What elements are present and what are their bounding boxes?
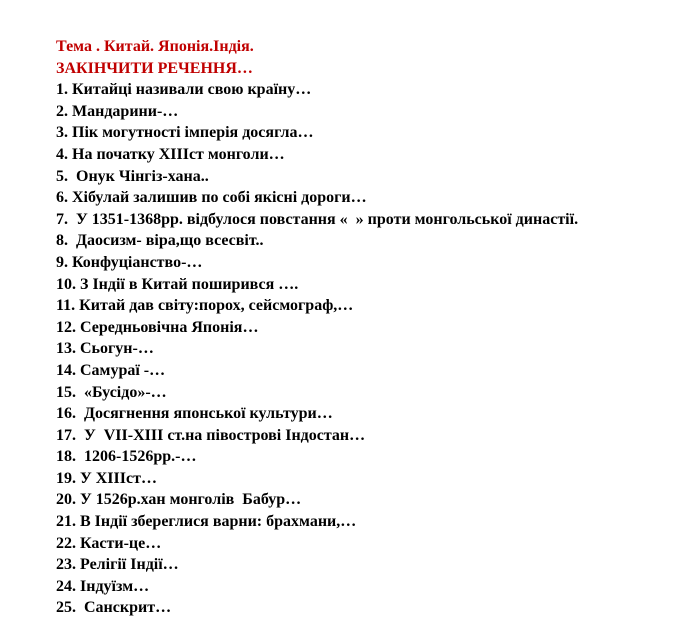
list-item: 21. В Індії збереглися варни: брахмани,… — [56, 513, 357, 531]
list-item: 5. Онук Чінгіз-хана.. — [56, 167, 209, 185]
list-item: 15. «Бусідо»-… — [56, 383, 167, 401]
worksheet — [56, 36, 674, 619]
list-item: 8. Даосизм- віра,що всесвіт.. — [56, 232, 264, 250]
list-item: 1. Китайці називали свою країну… — [56, 81, 312, 99]
list-item: 18. 1206-1526рр.-… — [56, 448, 197, 466]
list-item: 22. Касти-це… — [56, 534, 162, 552]
list-item: 14. Самураї -… — [56, 361, 166, 379]
list-item: 16. Досягнення японської культури… — [56, 405, 333, 423]
list-item: 6. Хібулай залишив по собі якісні дороги… — [56, 189, 367, 207]
list-item: 17. У VII-XIII ст.на півострові Індостан… — [56, 426, 366, 444]
list-item: 13. Сьогун-… — [56, 340, 154, 358]
list-item: 2. Мандарини-… — [56, 102, 179, 120]
list-item: 3. Пік могутності імперія досягла… — [56, 124, 314, 142]
list-item: 7. У 1351-1368рр. відбулося повстання « » проти монгольської династії. — [56, 210, 579, 228]
sentence-list — [56, 79, 674, 619]
list-item: 9. Конфуціанство-… — [56, 253, 203, 271]
list-item: 19. У ХІІІст… — [56, 469, 157, 487]
list-item: 20. У 1526р.хан монголів Бабур… — [56, 491, 302, 509]
instruction-heading: ЗАКІНЧИТИ РЕЧЕННЯ… — [56, 59, 253, 77]
list-item: 4. На початку ХІІІст монголи… — [56, 145, 285, 163]
list-item: 24. Індуїзм… — [56, 577, 150, 595]
list-item: 25. Санскрит… — [56, 599, 172, 617]
topic-title: Тема . Китай. Японія.Індія. — [56, 38, 254, 55]
list-item: 12. Середньовічна Японія… — [56, 318, 259, 336]
list-item: 10. З Індії в Китай поширився …. — [56, 275, 299, 293]
list-item: 11. Китай дав світу:порох, сейсмограф,… — [56, 297, 354, 315]
list-item: 23. Релігії Індії… — [56, 556, 179, 574]
